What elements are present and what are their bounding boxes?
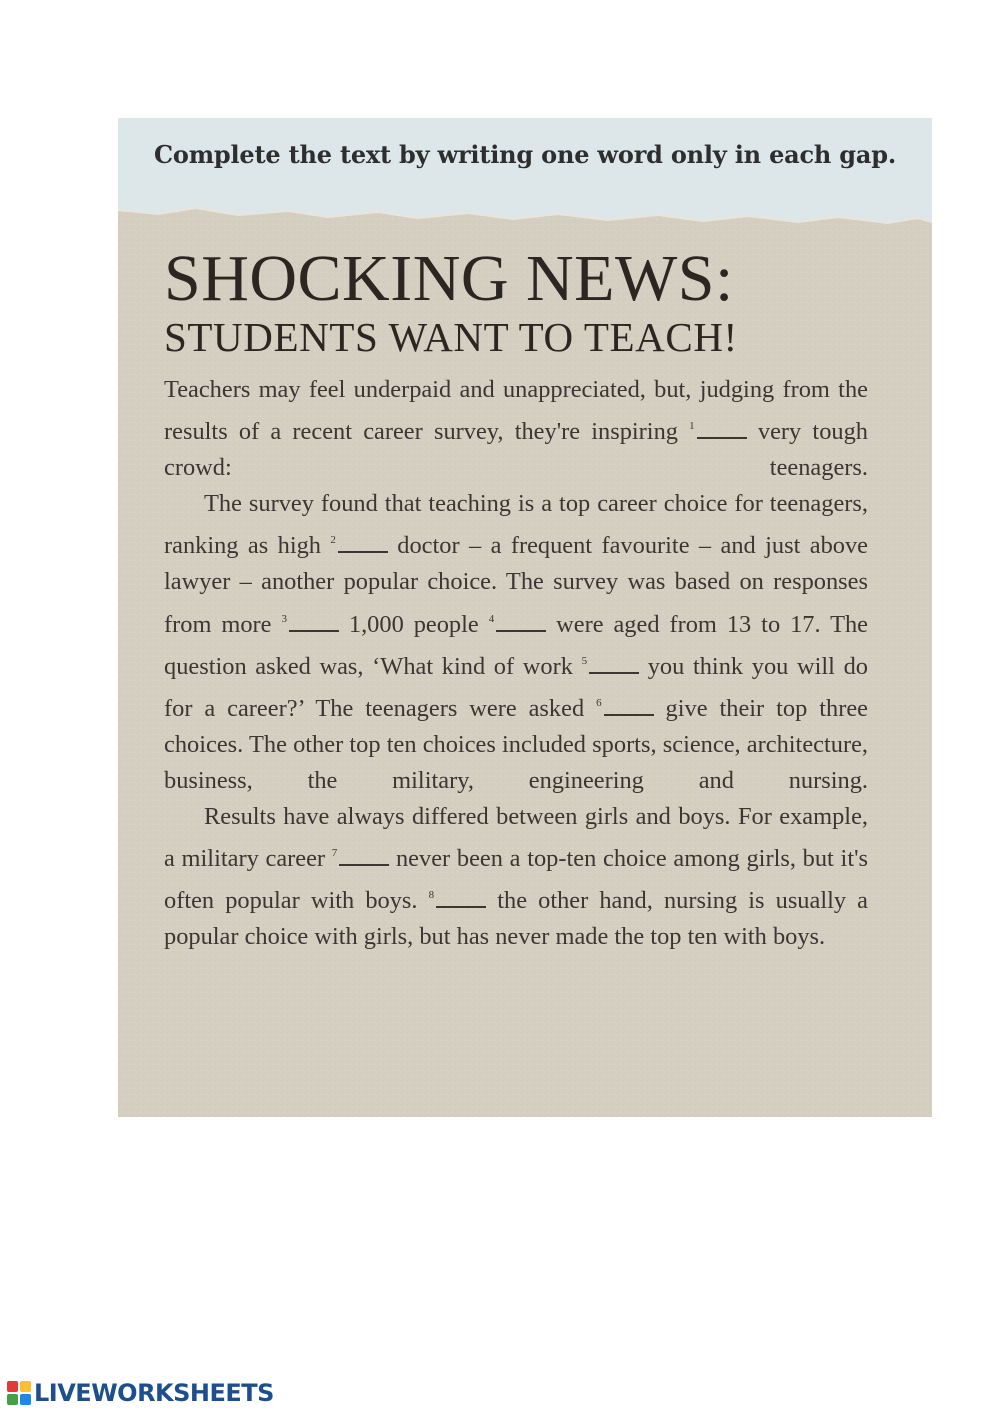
gap-number: 6 — [596, 696, 602, 709]
gap-number: 4 — [488, 612, 495, 625]
answer-gap-4[interactable] — [489, 611, 547, 638]
answer-gap-3[interactable] — [281, 611, 339, 638]
article-paragraph — [164, 799, 868, 955]
gap-number: 8 — [428, 889, 435, 902]
article-text: from more — [164, 610, 282, 638]
article-paragraph — [164, 486, 868, 799]
liveworksheets-brand — [6, 1378, 274, 1408]
article-text: boys. For example, a military career — [164, 803, 868, 873]
gap-blank-line[interactable] — [697, 436, 747, 439]
answer-gap-2[interactable] — [330, 532, 388, 559]
article-text: 13 to 17. The question asked was, ‘What kind of work — [164, 610, 869, 680]
article-text: choice for teenagers, ranking as high — [164, 490, 868, 560]
gap-number: 5 — [581, 654, 588, 667]
article-text: were aged from — [546, 610, 717, 638]
article-text: give their top three — [653, 694, 868, 722]
gap-blank-line[interactable] — [604, 713, 654, 716]
article-paragraph — [164, 372, 868, 486]
brand-name: LIVEWORKSHEETS — [34, 1379, 274, 1407]
article-text: science, architecture, business, the military, — [164, 730, 868, 794]
article-text: 1,000 people — [338, 610, 489, 638]
gap-blank-line[interactable] — [589, 671, 639, 674]
answer-gap-5[interactable] — [582, 653, 640, 680]
answer-gap-1[interactable] — [689, 418, 747, 445]
gap-number: 7 — [331, 847, 338, 860]
article-text: very tough crowd: teenagers. — [164, 418, 868, 482]
article-text: judging from the results of a recent career survey, — [164, 376, 868, 446]
gap-blank-line[interactable] — [339, 863, 389, 866]
article-text: ten with boys. — [687, 923, 826, 951]
article-text: teenagers were asked — [365, 694, 597, 722]
instruction-text: Complete the text by writing one word only in each gap. — [154, 140, 896, 169]
article-text: you think you will do for a career?’ The — [164, 652, 868, 722]
article-text: frequent favourite – and just above lawyer – another — [164, 532, 869, 596]
gap-blank-line[interactable] — [338, 550, 388, 553]
newspaper-article — [164, 242, 869, 955]
article-text: with boys. — [310, 887, 429, 915]
article-text: a top-ten choice among girls, but it's often popular — [164, 845, 868, 915]
answer-gap-8[interactable] — [429, 887, 487, 914]
article-text: Teachers may feel underpaid and unappreciated, but, — [164, 376, 692, 403]
gap-blank-line[interactable] — [436, 905, 486, 908]
gap-blank-line[interactable] — [289, 629, 339, 632]
article-text: they're inspiring — [514, 418, 690, 446]
worksheet-image — [118, 118, 932, 1117]
article-text: choices. The other top ten choices included sports, — [164, 730, 657, 758]
gap-number: 1 — [689, 420, 695, 433]
article-subheadline: STUDENTS WANT TO TEACH! — [164, 314, 738, 360]
article-text: the other hand, nursing is usually a — [486, 887, 869, 915]
article-text: Results have always differed between girls and — [204, 803, 671, 831]
article-text: doctor – a — [387, 532, 502, 560]
article-text: popular choice with girls, but has never made the top — [164, 923, 682, 951]
liveworksheets-logo-icon — [6, 1380, 32, 1406]
article-text: never been — [389, 845, 503, 873]
article-headline: SHOCKING NEWS: — [164, 242, 734, 315]
article-text: The survey found that teaching is a top career — [204, 490, 657, 518]
answer-gap-7[interactable] — [332, 845, 390, 872]
gap-number: 2 — [330, 534, 336, 547]
answer-gap-6[interactable] — [596, 695, 654, 722]
article-text: popular choice. The survey was based on responses — [343, 568, 868, 596]
gap-blank-line[interactable] — [496, 629, 546, 632]
article-body — [164, 372, 868, 955]
gap-number: 3 — [281, 612, 287, 625]
article-text: engineering and nursing. — [528, 766, 868, 794]
